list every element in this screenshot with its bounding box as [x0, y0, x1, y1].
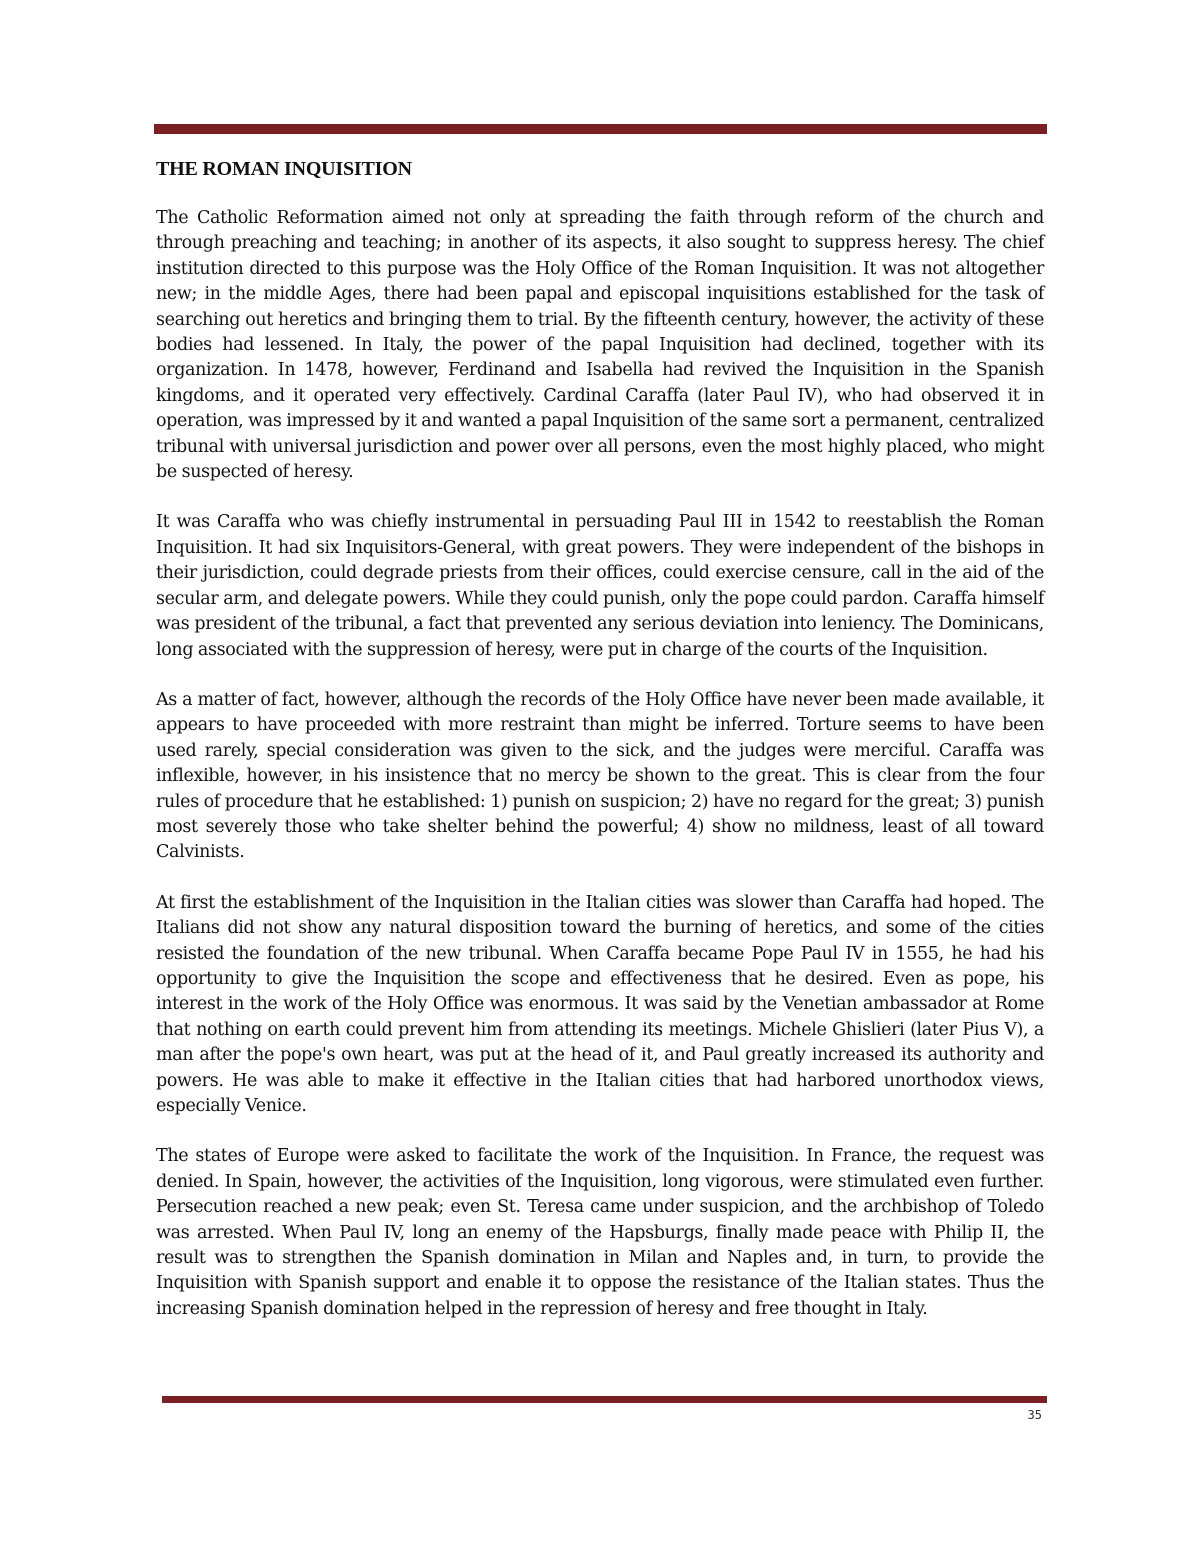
top-rule: [154, 124, 1047, 134]
paragraph: The Catholic Reformation aimed not only at spreading the faith through reform of the church and through preaching and teaching; in another of its aspects, it also sought to suppress heresy. The chief institution directed to this purpose was the Holy Office of the Roman Inquisition. It was not altogether new; in the middle Ages, there had been papal and episcopal inquisitions established for the task of searching out heretics and bringing them to trial. By the fifteenth century, however, the activity of these bodies had lessened. In Italy, the power of the papal Inquisition had declined, together with its organization. In 1478, however, Ferdinand and Isabella had revived the Inquisition in the Spanish kingdoms, and it operated very effectively. Cardinal Caraffa (later Paul IV), who had observed it in operation, was impressed by it and wanted a papal Inquisition of the same sort a permanent, centralized tribunal with universal jurisdiction and power over all persons, even the most highly placed, who might be suspected of heresy.: [156, 208, 1044, 483]
paragraph: At first the establishment of the Inquisition in the Italian cities was slower than Caraffa had hoped. The Italians did not show any natural disposition toward the burning of heretics, and some of the cities resisted the foundation of the new tribunal. When Caraffa became Pope Paul IV in 1555, he had his opportunity to give the Inquisition the scope and effectiveness that he desired. Even as pope, his interest in the work of the Holy Office was enormous. It was said by the Venetian ambassador at Rome that nothing on earth could prevent him from attending its meetings. Michele Ghislieri (later Pius V), a man after the pope's own heart, was put at the head of it, and Paul greatly increased its authority and powers. He was able to make it effective in the Italian cities that had harbored unorthodox views, especially Venice.: [156, 892, 1044, 1116]
document-body: [156, 156, 1044, 1347]
paragraph: It was Caraffa who was chiefly instrumental in persuading Paul III in 1542 to reestablish the Roman Inquisition. It had six Inquisitors-General, with great powers. They were independent of the bishops in their jurisdiction, could degrade priests from their offices, could exercise censure, call in the aid of the secular arm, and delegate powers. While they could punish, only the pope could pardon. Caraffa himself was president of the tribunal, a fact that prevented any serious deviation into leniency. The Dominicans, long associated with the suppression of heresy, were put in charge of the courts of the Inquisition.: [156, 512, 1044, 660]
bottom-rule: [162, 1396, 1047, 1403]
document-title: THE ROMAN INQUISITION: [156, 158, 412, 180]
page-number: 35: [1027, 1408, 1042, 1422]
paragraph: The states of Europe were asked to facilitate the work of the Inquisition. In France, the request was denied. In Spain, however, the activities of the Inquisition, long vigorous, were stimulated even further. Persecution reached a new peak; even St. Teresa came under suspicion, and the archbishop of Toledo was arrested. When Paul IV, long an enemy of the Hapsburgs, finally made peace with Philip II, the result was to strengthen the Spanish domination in Milan and Naples and, in turn, to provide the Inquisition with Spanish support and enable it to oppose the resistance of the Italian states. Thus the increasing Spanish domination helped in the repression of heresy and free thought in Italy.: [156, 1146, 1044, 1319]
paragraph: As a matter of fact, however, although the records of the Holy Office have never been made available, it appears to have proceeded with more restraint than might be inferred. Torture seems to have been used rarely, special consideration was given to the sick, and the judges were merciful. Caraffa was inflexible, however, in his insistence that no mercy be shown to the great. This is clear from the four rules of procedure that he established: 1) punish on suspicion; 2) have no regard for the great; 3) punish most severely those who take shelter behind the powerful; 4) show no mildness, least of all toward Calvinists.: [156, 689, 1044, 863]
